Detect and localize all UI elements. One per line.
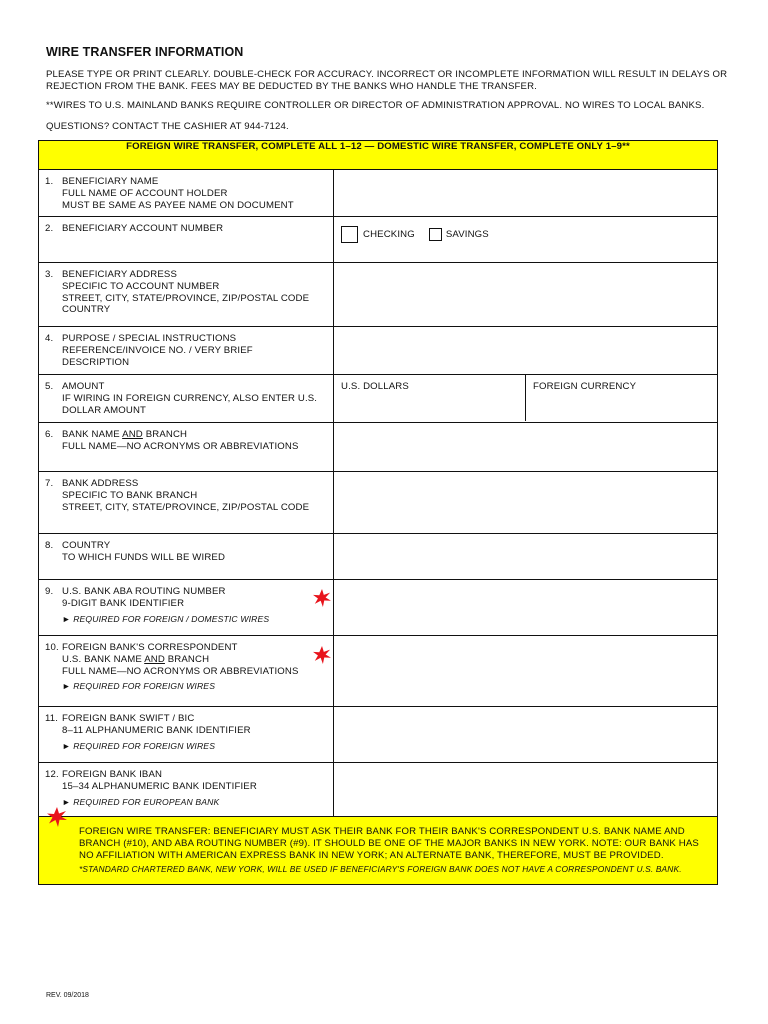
- us-dollars-field[interactable]: U.S. DOLLARS: [334, 375, 526, 421]
- beneficiary-name-field[interactable]: [334, 170, 718, 217]
- field-9-label: 9. U.S. BANK ABA ROUTING NUMBER 9-DIGIT BANK IDENTIFIER ► REQUIRED FOR FOREIGN / DOMESTIC WIRES: [39, 580, 334, 636]
- swift-bic-field[interactable]: [334, 707, 718, 763]
- star-burst-icon: [47, 807, 67, 827]
- bank-address-field[interactable]: [334, 472, 718, 534]
- field-11-label: 11. FOREIGN BANK SWIFT / BIC 8–11 ALPHANUMERIC BANK IDENTIFIER ► REQUIRED FOR FOREIGN WIRES: [39, 707, 334, 763]
- checking-checkbox[interactable]: [341, 226, 358, 243]
- checking-label: CHECKING: [363, 228, 415, 240]
- intro-approval-note: **WIRES TO U.S. MAINLAND BANKS REQUIRE CONTROLLER OR DIRECTOR OF ADMINISTRATION APPROVAL. NO WIRES TO LOCAL BANKS.: [46, 100, 705, 111]
- required-note: ► REQUIRED FOR FOREIGN WIRES: [62, 681, 216, 692]
- beneficiary-address-field[interactable]: [334, 263, 718, 327]
- required-note: ► REQUIRED FOR FOREIGN WIRES: [62, 740, 216, 751]
- amount-field: [334, 375, 718, 423]
- star-burst-icon: [313, 589, 331, 607]
- required-note: ► REQUIRED FOR EUROPEAN BANK: [62, 796, 220, 807]
- intro-contact: QUESTIONS? CONTACT THE CASHIER AT 944-7124.: [46, 121, 289, 132]
- form-title: WIRE TRANSFER INFORMATION: [46, 45, 244, 59]
- field-6-label: 6. BANK NAME AND BRANCH FULL NAME—NO ACRONYMS OR ABBREVIATIONS: [39, 423, 334, 472]
- form-header: FOREIGN WIRE TRANSFER, COMPLETE ALL 1–12 — DOMESTIC WIRE TRANSFER, COMPLETE ONLY 1–9**: [39, 141, 718, 170]
- country-field[interactable]: [334, 534, 718, 580]
- field-5-label: 5. AMOUNT IF WIRING IN FOREIGN CURRENCY, ALSO ENTER U.S. DOLLAR AMOUNT: [39, 375, 334, 423]
- revision-label: REV. 09/2018: [46, 992, 89, 999]
- field-10-label: 10. FOREIGN BANK'S CORRESPONDENT U.S. BANK NAME AND BRANCH FULL NAME—NO ACRONYMS OR ABBREVIATIONS ► REQUIRED FOR FOREIGN WIRES: [39, 636, 334, 707]
- field-4-label: 4. PURPOSE / SPECIAL INSTRUCTIONS REFERENCE/INVOICE NO. / VERY BRIEF DESCRIPTION: [39, 327, 334, 375]
- footer-standard-chartered-note: *STANDARD CHARTERED BANK, NEW YORK, WILL BE USED IF BENEFICIARY'S FOREIGN BANK DOES NOT HAVE A CORRESPONDENT U.S. BANK.: [79, 864, 682, 875]
- savings-label: SAVINGS: [445, 228, 489, 240]
- field-3-label: 3. BENEFICIARY ADDRESS SPECIFIC TO ACCOUNT NUMBER STREET, CITY, STATE/PROVINCE, ZIP/POSTAL CODE COUNTRY: [39, 263, 334, 327]
- foreign-currency-field[interactable]: FOREIGN CURRENCY: [533, 381, 637, 392]
- aba-routing-number-field[interactable]: [334, 580, 718, 636]
- purpose-instructions-field[interactable]: [334, 327, 718, 375]
- wire-form-table: [38, 140, 718, 885]
- footer-text: FOREIGN WIRE TRANSFER: BENEFICIARY MUST ASK THEIR BANK FOR THEIR BANK'S CORRESPONDENT U.S. BANK NAME AND BRANCH (#10), AND ABA ROUTING NUMBER (#9). IT SHOULD BE ONE OF THE MAJOR BANKS IN NEW YORK. NOTE: OUR BANK HAS NO AFFILIATION WITH AMERICAN EXPRESS BANK IN NEW YORK; AN ALTERNATE BANK, THEREFORE, MUST BE PROVIDED.: [79, 826, 699, 861]
- field-2-label: 2. BENEFICIARY ACCOUNT NUMBER: [39, 217, 334, 263]
- savings-checkbox[interactable]: [429, 228, 442, 241]
- field-12-label: 12. FOREIGN BANK IBAN 15–34 ALPHANUMERIC BANK IDENTIFIER ► REQUIRED FOR EUROPEAN BANK: [39, 763, 334, 817]
- required-note: ► REQUIRED FOR FOREIGN / DOMESTIC WIRES: [62, 613, 270, 624]
- iban-field[interactable]: [334, 763, 718, 817]
- footer-note: [39, 817, 718, 885]
- field-7-label: 7. BANK ADDRESS SPECIFIC TO BANK BRANCH STREET, CITY, STATE/PROVINCE, ZIP/POSTAL CODE: [39, 472, 334, 534]
- intro-instructions: PLEASE TYPE OR PRINT CLEARLY. DOUBLE-CHECK FOR ACCURACY. INCORRECT OR INCOMPLETE INFORMATION WILL RESULT IN DELAYS OR REJECTION FROM THE BANK. FEES MAY BE DEDUCTED BY THE BANKS WHO HANDLE THE TRANSFER.: [46, 69, 728, 92]
- bank-name-branch-field[interactable]: [334, 423, 718, 472]
- field-8-label: 8. COUNTRY TO WHICH FUNDS WILL BE WIRED: [39, 534, 334, 580]
- star-burst-icon: [313, 646, 331, 664]
- field-1-label: 1. BENEFICIARY NAME FULL NAME OF ACCOUNT HOLDER MUST BE SAME AS PAYEE NAME ON DOCUMENT: [39, 170, 334, 217]
- correspondent-bank-field[interactable]: [334, 636, 718, 707]
- beneficiary-account-number-field[interactable]: [334, 217, 718, 263]
